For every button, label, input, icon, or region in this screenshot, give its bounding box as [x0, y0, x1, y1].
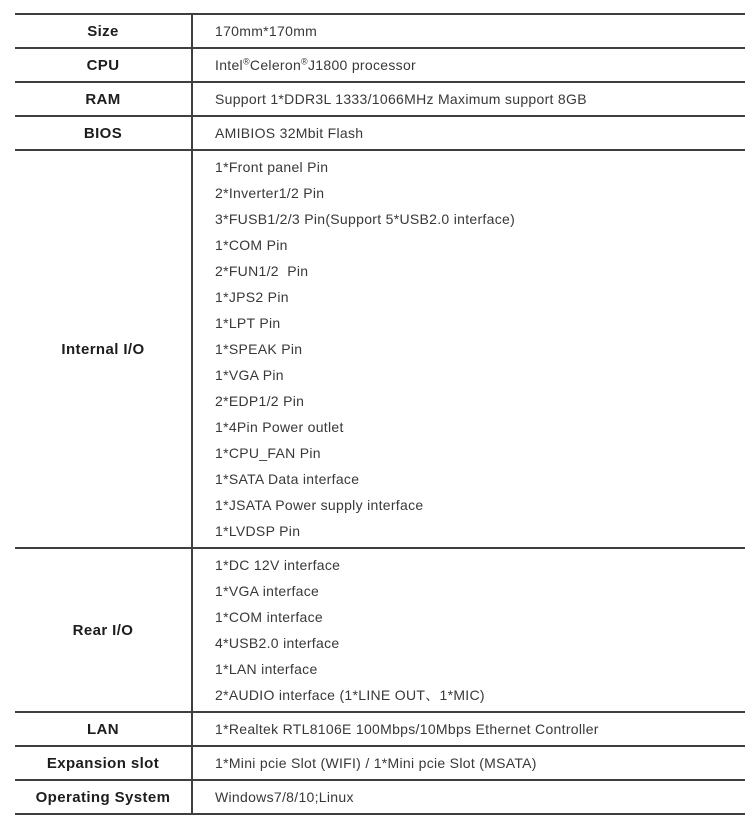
row-value — [192, 14, 745, 48]
table-row — [15, 150, 745, 548]
value-line: 3*FUSB1/2/3 Pin(Support 5*USB2.0 interface) — [215, 211, 516, 227]
value-line: 1*Mini pcie Slot (WIFI) / 1*Mini pcie Slot (MSATA) — [215, 755, 537, 771]
value-line: 1*VGA interface — [215, 583, 320, 599]
value-line: 1*COM Pin — [215, 237, 288, 253]
spec-table — [15, 13, 745, 815]
value-line: 2*AUDIO interface (1*LINE OUT、1*MIC) — [215, 687, 485, 703]
value-line: 2*Inverter1/2 Pin — [215, 185, 325, 201]
row-value — [192, 548, 745, 712]
value-line: Support 1*DDR3L 1333/1066MHz Maximum support 8GB — [215, 91, 587, 107]
row-value — [192, 48, 745, 82]
table-row — [15, 780, 745, 814]
value-line: 2*EDP1/2 Pin — [215, 393, 305, 409]
value-line: 2*FUN1/2 Pin — [215, 263, 309, 279]
row-label: CPU — [15, 48, 192, 82]
value-line: 4*USB2.0 interface — [215, 635, 340, 651]
row-value — [192, 780, 745, 814]
table-row — [15, 746, 745, 780]
value-line: 1*LAN interface — [215, 661, 318, 677]
value-line: 1*Front panel Pin — [215, 159, 329, 175]
value-line: 1*SPEAK Pin — [215, 341, 303, 357]
table-row — [15, 548, 745, 712]
value-line: AMIBIOS 32Mbit Flash — [215, 125, 364, 141]
value-line: 170mm*170mm — [215, 23, 318, 39]
row-value — [192, 150, 745, 548]
table-row — [15, 712, 745, 746]
row-value — [192, 712, 745, 746]
value-line: 1*DC 12V interface — [215, 557, 341, 573]
value-line: 1*JSATA Power supply interface — [215, 497, 424, 513]
row-label: Expansion slot — [15, 746, 192, 780]
value-line: 1*4Pin Power outlet — [215, 419, 344, 435]
table-row — [15, 116, 745, 150]
row-label: Rear I/O — [15, 548, 192, 712]
value-line: 1*COM interface — [215, 609, 323, 625]
row-label: Operating System — [15, 780, 192, 814]
value-line: 1*VGA Pin — [215, 367, 284, 383]
registered-mark: ® — [301, 56, 308, 67]
table-row — [15, 82, 745, 116]
value-line: 1*CPU_FAN Pin — [215, 445, 321, 461]
row-value — [192, 746, 745, 780]
row-value — [192, 82, 745, 116]
row-label: Internal I/O — [15, 150, 192, 548]
row-label: Size — [15, 14, 192, 48]
row-label: BIOS — [15, 116, 192, 150]
row-value — [192, 116, 745, 150]
registered-mark: ® — [242, 56, 250, 67]
value-line: 1*JPS2 Pin — [215, 289, 289, 305]
value-line: 1*SATA Data interface — [215, 471, 360, 487]
value-line: 1*LVDSP Pin — [215, 523, 301, 539]
table-row — [15, 48, 745, 82]
row-label: LAN — [15, 712, 192, 746]
spec-table-body — [15, 14, 745, 814]
value-line: Intel®Celeron®J1800 processor — [215, 56, 416, 73]
value-line: 1*Realtek RTL8106E 100Mbps/10Mbps Ethernet Controller — [215, 721, 599, 737]
value-line: 1*LPT Pin — [215, 315, 281, 331]
value-line: Windows7/8/10;Linux — [215, 789, 354, 805]
row-label: RAM — [15, 82, 192, 116]
table-row — [15, 14, 745, 48]
